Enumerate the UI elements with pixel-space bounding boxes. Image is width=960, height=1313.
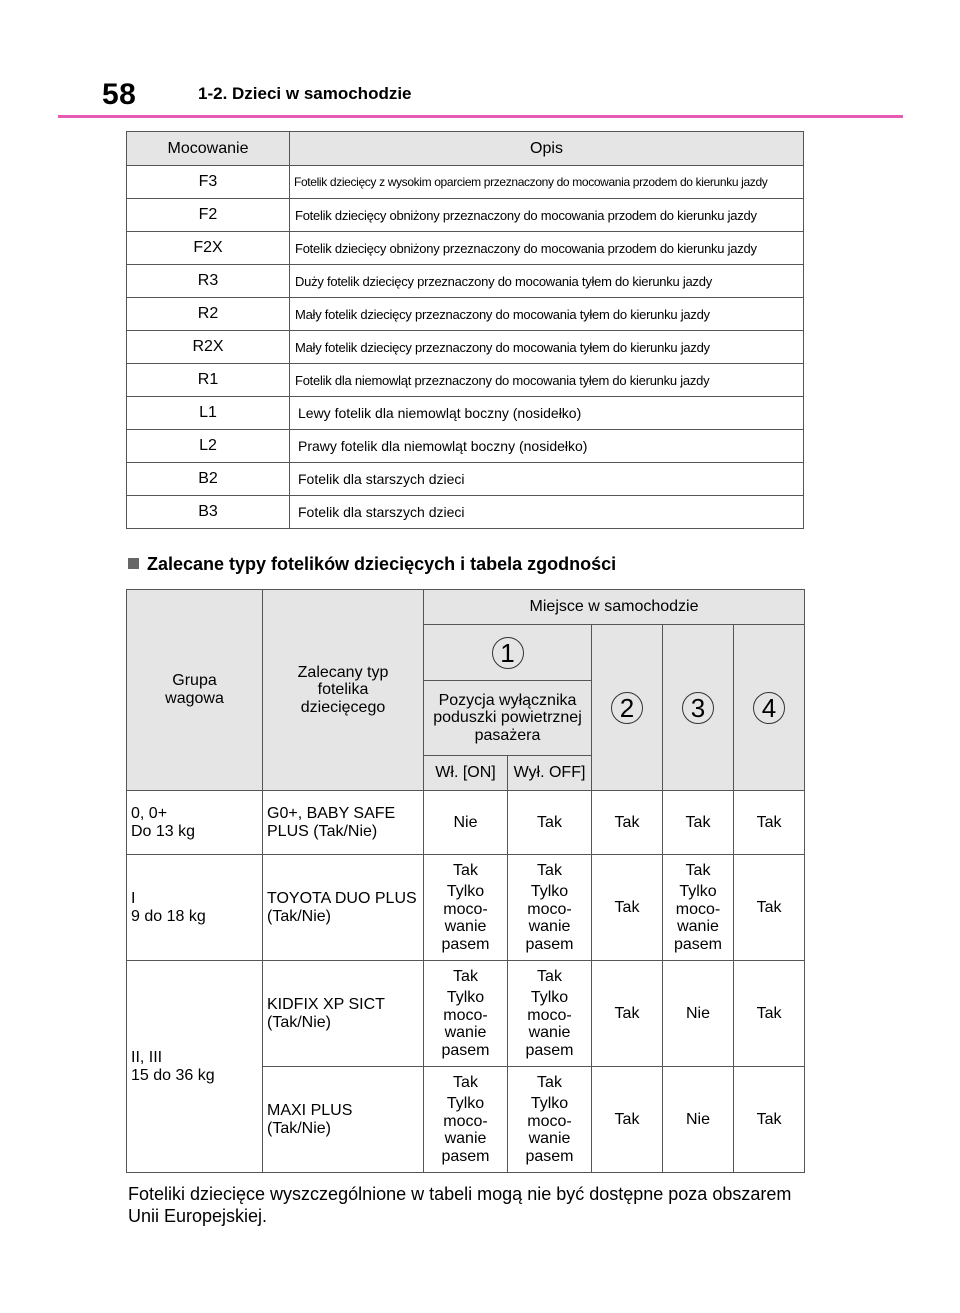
cell-seat-3: Tak xyxy=(663,791,734,855)
cell-seat-2: Tak xyxy=(592,1067,663,1173)
mount-code: L1 xyxy=(127,397,290,430)
mount-code: R2 xyxy=(127,298,290,331)
group-label: I xyxy=(131,889,136,907)
cell-value: Tak xyxy=(537,861,562,879)
weight-range: Do 13 kg xyxy=(131,822,196,840)
cell-note: Tylko moco- wanie pasem xyxy=(525,1095,574,1165)
seat-number-2: 2 xyxy=(611,692,643,724)
subheading-text: Zalecane typy fotelików dziecięcych i tabela zgodności xyxy=(147,554,617,574)
mount-desc: Lewy fotelik dla niemowląt boczny (nosidełko) xyxy=(290,397,804,430)
mount-code: L2 xyxy=(127,430,290,463)
table-row xyxy=(127,298,804,331)
cell-seat-3: Nie xyxy=(663,1067,734,1173)
column-header-mount: Mocowanie xyxy=(127,132,290,166)
weight-group xyxy=(127,791,263,855)
column-header-type: Zalecany typ fotelika dziecięcego xyxy=(263,590,424,791)
column-header-position: Miejsce w samochodzie xyxy=(424,590,805,625)
cell-value: Tak xyxy=(453,1073,478,1091)
cell-switch-on xyxy=(424,1067,508,1173)
cell-seat-3 xyxy=(663,855,734,961)
airbag-switch-header: Pozycja wyłącznika poduszki powietrznej pasażera xyxy=(424,681,592,756)
cell-note: Tylko moco- wanie pasem xyxy=(441,883,490,953)
cell-note: Tylko moco- wanie pasem xyxy=(441,989,490,1059)
mount-code: F2X xyxy=(127,232,290,265)
group-label: 0, 0+ xyxy=(131,804,168,822)
bullet-square-icon xyxy=(128,558,139,569)
mount-desc: Prawy fotelik dla niemowląt boczny (nosidełko) xyxy=(290,430,804,463)
table-row xyxy=(127,463,804,496)
switch-off-header: Wył. OFF] xyxy=(508,756,592,791)
cell-note: Tylko moco- wanie pasem xyxy=(441,1095,490,1165)
table-row xyxy=(127,199,804,232)
table-row xyxy=(127,166,804,199)
weight-group xyxy=(127,855,263,961)
weight-group xyxy=(127,961,263,1173)
seat-1-header xyxy=(424,625,592,681)
cell-seat-4: Tak xyxy=(734,961,805,1067)
seat-type: MAXI PLUS (Tak/Nie) xyxy=(263,1067,424,1173)
cell-value: Tak xyxy=(537,967,562,985)
seat-4-header xyxy=(734,625,805,791)
compat-subheading xyxy=(128,554,616,575)
weight-range: 9 do 18 kg xyxy=(131,907,206,925)
mount-code: R2X xyxy=(127,331,290,364)
cell-seat-2: Tak xyxy=(592,961,663,1067)
table-row xyxy=(127,496,804,529)
cell-seat-2: Tak xyxy=(592,855,663,961)
table-row xyxy=(127,855,805,961)
table-row xyxy=(127,364,804,397)
table-row xyxy=(127,791,805,855)
mount-desc: Fotelik dziecięcy obniżony przeznaczony do mocowania przodem do kierunku jazdy xyxy=(290,232,804,265)
mount-desc: Fotelik dla starszych dzieci xyxy=(290,496,804,529)
cell-seat-3: Nie xyxy=(663,961,734,1067)
table-row xyxy=(127,430,804,463)
seat-number-4: 4 xyxy=(753,692,785,724)
footnote: Foteliki dziecięce wyszczególnione w tabeli mogą nie być dostępne poza obszarem Unii Europejskiej. xyxy=(128,1184,792,1226)
seat-3-header xyxy=(663,625,734,791)
seat-type: KIDFIX XP SICT (Tak/Nie) xyxy=(263,961,424,1067)
mount-code: B2 xyxy=(127,463,290,496)
mount-desc: Fotelik dziecięcy z wysokim oparciem przeznaczony do mocowania przodem do kierunku jazdy xyxy=(290,166,804,199)
table-row xyxy=(127,331,804,364)
switch-on-header: Wł. [ON] xyxy=(424,756,508,791)
mount-table xyxy=(126,131,804,529)
column-header-group: Grupa wagowa xyxy=(127,590,263,791)
mount-code: F3 xyxy=(127,166,290,199)
group-label: II, III xyxy=(131,1048,163,1066)
cell-seat-4: Tak xyxy=(734,855,805,961)
cell-switch-on: Nie xyxy=(424,791,508,855)
cell-note: Tylko moco- wanie pasem xyxy=(673,883,723,953)
seat-number-3: 3 xyxy=(682,692,714,724)
mount-code: F2 xyxy=(127,199,290,232)
table-row xyxy=(127,961,805,1067)
column-header-desc: Opis xyxy=(290,132,804,166)
mount-desc: Mały fotelik dziecięcy przeznaczony do mocowania tyłem do kierunku jazdy xyxy=(290,298,804,331)
table-row xyxy=(127,265,804,298)
cell-switch-off xyxy=(508,1067,592,1173)
cell-switch-off xyxy=(508,855,592,961)
seat-type: TOYOTA DUO PLUS (Tak/Nie) xyxy=(263,855,424,961)
table-row xyxy=(127,397,804,430)
mount-desc: Fotelik dziecięcy obniżony przeznaczony do mocowania przodem do kierunku jazdy xyxy=(290,199,804,232)
seat-type: G0+, BABY SAFE PLUS (Tak/Nie) xyxy=(263,791,424,855)
table-row xyxy=(127,232,804,265)
header-divider xyxy=(58,115,903,118)
weight-range: 15 do 36 kg xyxy=(131,1066,215,1084)
cell-value: Tak xyxy=(453,967,478,985)
seat-number-1: 1 xyxy=(492,637,524,669)
mount-desc: Mały fotelik dziecięcy przeznaczony do mocowania tyłem do kierunku jazdy xyxy=(290,331,804,364)
mount-desc: Fotelik dla niemowląt przeznaczony do mocowania tyłem do kierunku jazdy xyxy=(290,364,804,397)
cell-value: Tak xyxy=(453,861,478,879)
mount-code: R3 xyxy=(127,265,290,298)
page-header xyxy=(0,0,960,120)
cell-switch-off: Tak xyxy=(508,791,592,855)
cell-switch-on xyxy=(424,961,508,1067)
cell-switch-on xyxy=(424,855,508,961)
cell-value: Tak xyxy=(537,1073,562,1091)
seat-2-header xyxy=(592,625,663,791)
cell-switch-off xyxy=(508,961,592,1067)
page-number: 58 xyxy=(102,78,137,111)
mount-desc: Duży fotelik dziecięcy przeznaczony do mocowania tyłem do kierunku jazdy xyxy=(290,265,804,298)
mount-code: B3 xyxy=(127,496,290,529)
cell-seat-4: Tak xyxy=(734,791,805,855)
cell-note: Tylko moco- wanie pasem xyxy=(525,989,574,1059)
mount-table-header xyxy=(127,132,804,166)
cell-note: Tylko moco- wanie pasem xyxy=(525,883,574,953)
cell-value: Tak xyxy=(685,861,711,879)
section-title: 1-2. Dzieci w samochodzie xyxy=(198,84,412,103)
cell-seat-4: Tak xyxy=(734,1067,805,1173)
mount-code: R1 xyxy=(127,364,290,397)
mount-desc: Fotelik dla starszych dzieci xyxy=(290,463,804,496)
compat-table xyxy=(126,589,805,1173)
cell-seat-2: Tak xyxy=(592,791,663,855)
